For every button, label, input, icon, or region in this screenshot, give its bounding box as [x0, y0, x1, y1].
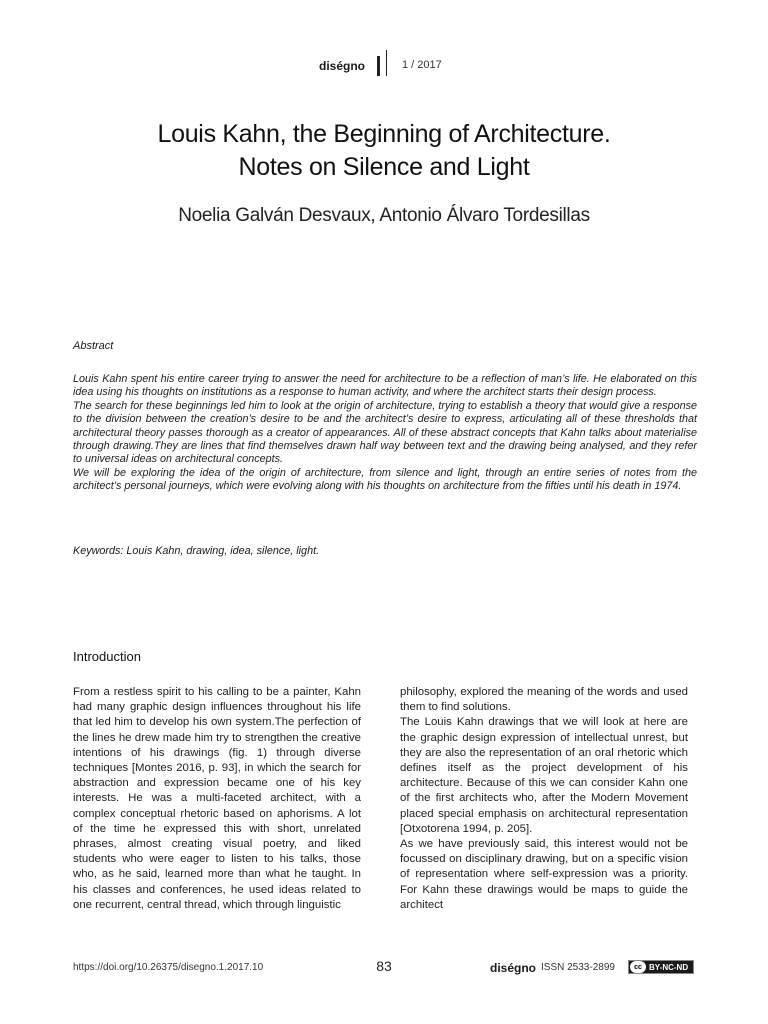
abstract-paragraph: Louis Kahn spent his entire career trying to answer the need for architecture to be a reflection of man’s life. He elaborated on this idea using his thoughts on institutions as a response to human activity, and where the architect starts their design process.	[73, 373, 697, 399]
page-number: 83	[376, 958, 392, 974]
license-label: BY-NC-ND	[649, 962, 689, 972]
doi-link[interactable]: https://doi.org/10.26375/disegno.1.2017.10	[73, 962, 264, 973]
page-header	[0, 50, 768, 80]
header-divider-thin	[386, 50, 387, 76]
issue-number: 1 / 2017	[402, 59, 442, 71]
abstract-paragraph: The search for these beginnings led him to look at the origin of architecture, trying to establish a theory that would give a response to the division between the creation’s desire to be and the architect’s desire to express, articulating all of these thresholds that architectural theory passes thorough as a creator of appearances. All of these abstract concepts that Kahn talks about materialise through drawing.They are lines that find themselves drawn half way between text and the drawing being analysed, and they refer to universal ideas on architectural concepts.	[73, 399, 697, 466]
body-paragraph: As we have previously said, this interest would not be focussed on disciplinary drawing, but on a specific vision of representation where self-expression was a priority. For Kahn these drawings would be maps to guide the architect	[400, 838, 688, 911]
article-title	[84, 118, 684, 184]
header-divider-thick	[377, 56, 380, 76]
cc-icon: cc	[630, 961, 646, 973]
title-line-2: Notes on Silence and Light	[238, 153, 530, 181]
abstract-paragraph: We will be exploring the idea of the origin of architecture, from silence and light, through an entire series of notes from the architect’s personal journeys, which were evolving along with his thoughts on architecture from the fifties until his death in 1974.	[73, 466, 697, 493]
body-paragraph: From a restless spirit to his calling to be a painter, Kahn had many graphic design influences throughout his life that led him to develop his own system.The perfection of the lines he drew made him try to strengthen the creative intentions of his drawings (fig. 1) through diverse techniques [Montes 2016, p. 93], in which the search for abstraction and expression became one of his key interests. He was a multi-faceted architect, with a complex conceptual rhetoric based on aphorisms. A lot of the time he expressed this with short, unrelated phrases, almost creating visual poetry, and liked students who were eager to listen to his talks, those who, as he said, learned more than what he taught. In his classes and conferences, he used ideas related to one recurrent, central thread, which through linguistic	[73, 686, 361, 911]
body-paragraph: The Louis Kahn drawings that we will look at here are the graphic design expression of intellectual unrest, but they are also the representation of an oral rhetoric which defines itself as the project development of his architecture. Because of this we can consider Kahn one of the first architects who, after the Modern Movement placed special emphasis on architectural representation [Otxotorena 1994, p. 205].	[400, 716, 688, 835]
creative-commons-license-badge[interactable]	[628, 960, 694, 974]
body-paragraph: philosophy, explored the meaning of the words and used them to find solutions.	[400, 686, 688, 714]
section-heading: Introduction	[73, 649, 141, 664]
issn: ISSN 2533-2899	[541, 962, 615, 973]
abstract-body	[73, 373, 697, 494]
body-column-right	[400, 685, 688, 913]
title-line-1: Louis Kahn, the Beginning of Architecture.	[157, 120, 611, 148]
journal-name: diségno	[319, 59, 366, 73]
keywords: Keywords: Louis Kahn, drawing, idea, silence, light.	[73, 545, 320, 557]
body-column-left	[73, 685, 361, 913]
authors: Noelia Galván Desvaux, Antonio Álvaro Tordesillas	[178, 205, 590, 226]
footer-journal-name: diségno	[490, 961, 537, 975]
abstract-label: Abstract	[73, 340, 114, 352]
